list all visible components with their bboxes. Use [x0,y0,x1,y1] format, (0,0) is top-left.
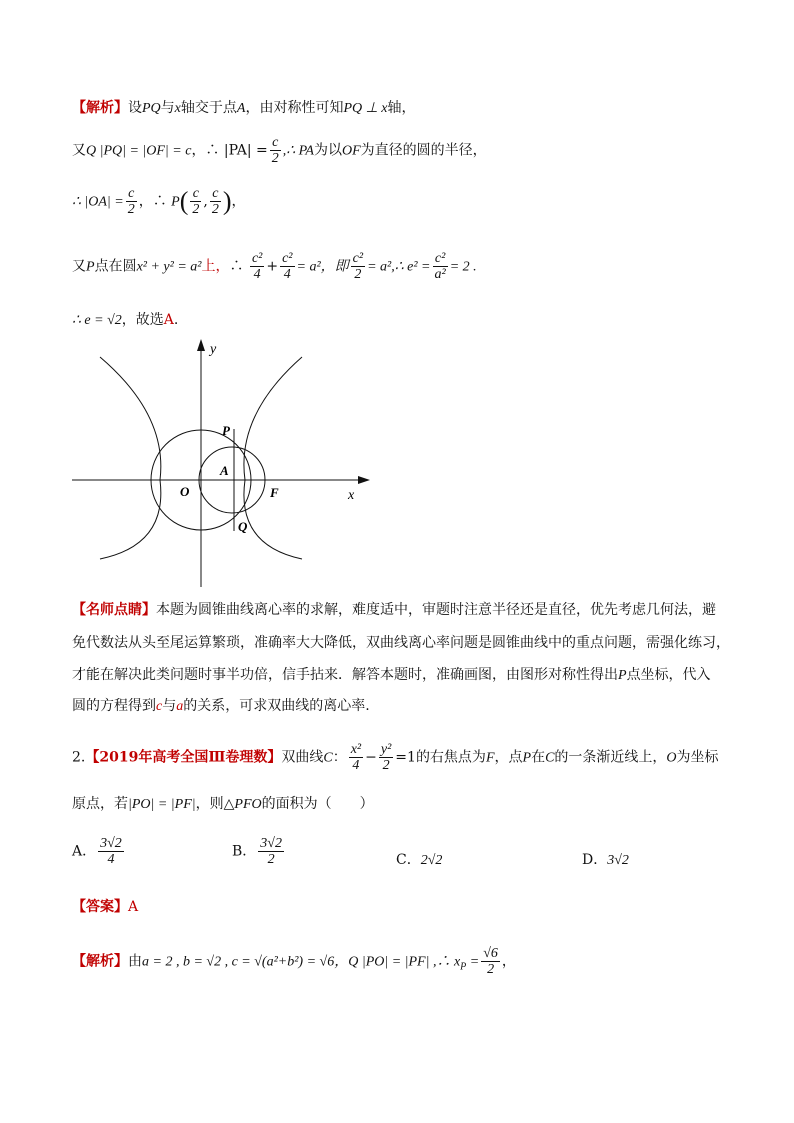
label-F: F [270,485,279,500]
answer-value: A [128,899,139,915]
question-source: 【2019年高考全国Ⅲ卷理数】 [85,749,282,766]
fraction-oa: $\frac{c}{2}$ [127,186,135,217]
label-O: O [180,484,190,499]
solution1-line1: 【解析】设PQ与x轴交于点A，由对称性可知PQ ⊥ x轴， [72,100,416,116]
y-axis-arrow [197,339,205,351]
solution2-line1: 【解析】由a = 2 , b = √2 , c = √(a²+b²) = √6，Q |PO| = |PF| ,∴ $x_P$ = $\frac{√6}{2}$ ， [72,946,516,977]
label-A: A [220,463,229,478]
tip-line2: 免代数法从头至尾运算繁琐，准确率大大降低，双曲线离心率问题是圆锥曲线中的重点问题，需强化练习， [72,635,730,651]
label-P: P [222,423,230,438]
tip-line3: 才能在解决此类问题时事半功倍，信手拈来．解答本题时，准确画图，由图形对称性得出P点坐标，代入 [72,667,711,683]
tip-line1: 【名师点睛】本题为圆锥曲线离心率的求解，难度适中，审题时注意半径还是直径，优先考虑几何法，避 [72,602,716,618]
hyperbola-left-branch [100,357,161,559]
x-axis-arrow [358,476,370,484]
label-Q: Q [238,519,248,534]
option-D[interactable]: D．3√2 [582,852,629,868]
analysis-tag: 【解析】 [72,100,128,116]
option-C[interactable]: C．2√2 [396,852,443,868]
question2-line2: 原点，若|PO| = |PF|，则△PFO的面积为（ ） [72,796,374,812]
hyperbola-circle-figure [60,335,390,590]
solution1-line3: ∴ |OA| = $\frac{c}{2}$ ，∴ P( $\frac{c}{2}$ , $\frac{c}{2}$ )， [72,186,246,217]
label-x: x [348,488,355,503]
fraction-px: $\frac{c}{2}$ [192,186,200,217]
answer-line [72,898,754,916]
answer-tag: 【答案】 [72,899,128,915]
fraction-c-over-2: $\frac{c}{2}$ [271,135,279,166]
solution1-line4: 又P点在圆x² + y² = a²上，∴ $\frac{\text{c²}}{4}$ + $\frac{\text{c²}}{4}$ = a²，即 $\frac{\text{c²}}{2}$ = a²,∴ e² = $\frac{\text{c²}}{\text{a²}}$ = 2 . [72,251,477,282]
tip-line4: 圆的方程得到c与a的关系，可求双曲线的离心率. [72,698,370,714]
hyperbola-right-branch [244,357,302,559]
option-A[interactable]: A． $\frac{3√2}{4}$ [72,836,122,867]
option-B[interactable]: B． $\frac{3√2}{2}$ [232,836,282,867]
fraction-py: $\frac{c}{2}$ [211,186,219,217]
analysis2-tag: 【解析】 [72,953,128,970]
label-y: y [210,342,217,357]
solution1-line2: 又Q |PQ| = |OF| = c，∴ |PA| = $\frac{c}{2}$ ,∴ PA为以OF为直径的圆的半径， [72,135,487,166]
tip-tag: 【名师点睛】 [72,602,156,618]
solution1-line5: ∴ e = √2，故选A. [72,312,179,328]
question2-line1: 2.【2019年高考全国Ⅲ卷理数】双曲线C： $\frac{\text{x²}}{4}$ − $\frac{\text{y²}}{2}$ =1的右焦点为F，点P在C的一条渐近线上，O为坐标 [72,742,719,773]
